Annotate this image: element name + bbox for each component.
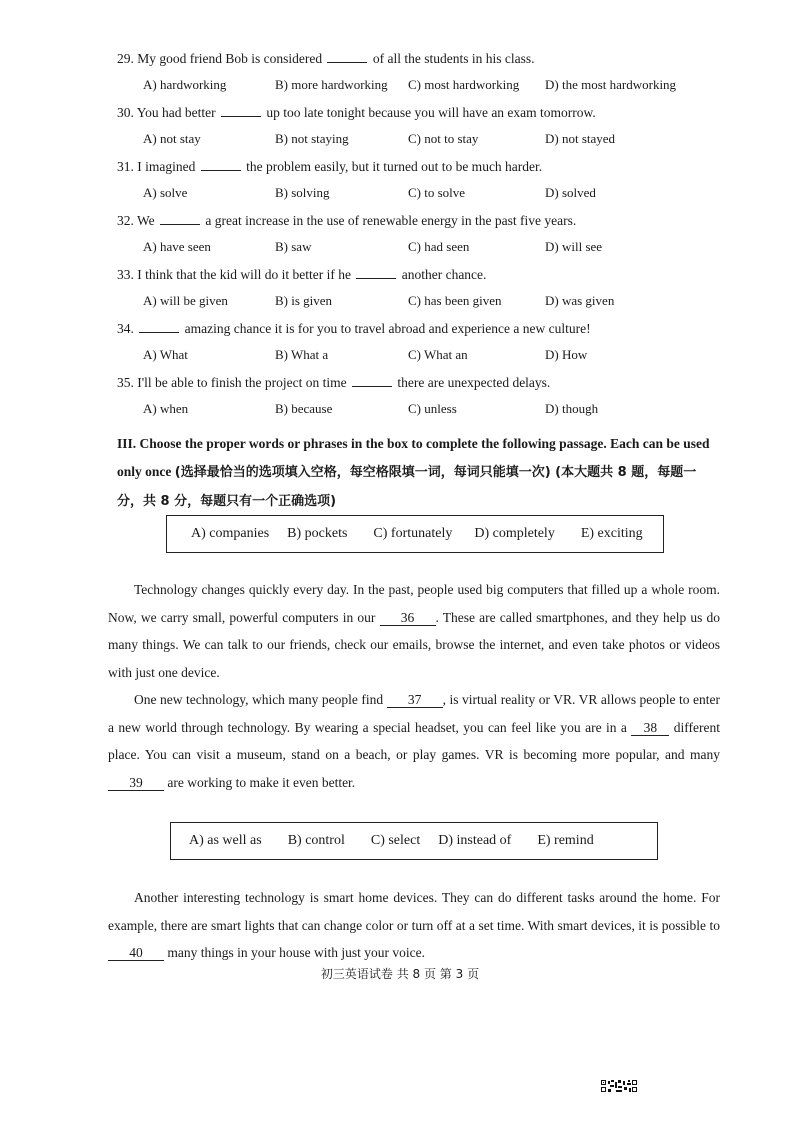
option-a: A) will be given (143, 293, 228, 308)
option-c: C) had seen (408, 239, 470, 254)
option-d: D) not stayed (545, 131, 616, 146)
word-option: E) remind (537, 833, 594, 848)
passage-paragraph-1: Technology changes quickly every day. In the past, people used big computers that filled up a whole room. Now, we carry small, powerful computers in our 36 . These are called smartphones, and they help us do many things. We can talk to our friends, check our emails, browse the internet, and even take photos or videos with just one device. (108, 582, 720, 680)
word-option: C) fortunately (373, 526, 453, 541)
word-option: D) completely (474, 526, 555, 541)
question-34 (117, 320, 591, 337)
option-d: D) will see (545, 239, 603, 254)
question-number: 33. (117, 267, 134, 282)
question-stem: You had better (136, 105, 216, 120)
blank-40: 40 (108, 946, 164, 961)
blank-37: 37 (387, 693, 443, 708)
answer-blank (221, 104, 261, 117)
section-title-chinese: (选择最恰当的选项填入空格，每空格限填一词，每词只能填一次) (本大题共 8 题，每题一分，共 8 分，每题只有一个正确选项) (117, 465, 697, 509)
word-option: C) select (370, 833, 421, 848)
question-stem: the problem easily, but it turned out to be much harder. (246, 159, 543, 174)
question-stem: We (137, 213, 155, 228)
word-box-2 (170, 822, 658, 860)
option-c: C) to solve (408, 185, 466, 200)
option-d: D) solved (545, 185, 596, 200)
answer-blank (160, 212, 200, 225)
word-option: B) control (287, 833, 345, 848)
question-33 (117, 266, 486, 283)
section-3-instructions (117, 430, 717, 516)
option-b: B) because (275, 401, 333, 416)
option-c: C) What an (408, 347, 468, 362)
blank-36: 36 (380, 611, 436, 626)
option-c: C) has been given (408, 293, 502, 308)
option-b: B) more hardworking (275, 77, 388, 92)
word-option: B) pockets (287, 526, 348, 541)
question-stem: amazing chance it is for you to travel abroad and experience a new culture! (184, 321, 591, 336)
option-a: A) solve (143, 185, 188, 200)
option-a: A) when (143, 401, 189, 416)
question-stem: up too late tonight because you will have an exam tomorrow. (266, 105, 596, 120)
passage-paragraph-2: One new technology, which many people find 37 , is virtual reality or VR. VR allows people to enter a new world through technology. By wearing a special headset, you can feel like you are in a 38 different place. You can visit a museum, stand on a beach, or play games. VR is becoming more popular, and many 39 are working to make it even better. (108, 692, 721, 790)
question-stem: I'll be able to finish the project on time (137, 375, 347, 390)
question-35 (117, 374, 550, 391)
word-option: D) instead of (438, 833, 512, 848)
blank-39: 39 (108, 776, 164, 791)
question-30 (117, 104, 596, 121)
question-32 (117, 212, 576, 229)
option-b: B) saw (275, 239, 312, 254)
option-c: C) unless (408, 401, 457, 416)
question-number: 32. (117, 213, 134, 228)
word-option: A) as well as (189, 833, 262, 848)
answer-blank (139, 320, 179, 333)
question-29 (117, 50, 534, 67)
question-stem: there are unexpected delays. (397, 375, 551, 390)
option-b: B) solving (275, 185, 330, 200)
option-a: A) have seen (143, 239, 211, 254)
option-c: C) most hardworking (408, 77, 520, 92)
blank-38: 38 (631, 721, 669, 736)
question-number: 30. (117, 105, 134, 120)
answer-blank (327, 50, 367, 63)
question-number: 34. (117, 321, 134, 336)
option-d: D) How (545, 347, 588, 362)
word-box-1 (166, 515, 664, 553)
question-stem: of all the students in his class. (372, 51, 535, 66)
section-title-english: III. Choose the proper words or phrases in the box to complete the following passage. Each can be used only once (117, 436, 710, 479)
option-a: A) What (143, 347, 188, 362)
question-31 (117, 158, 542, 175)
answer-blank (201, 158, 241, 171)
question-number: 29. (117, 51, 134, 66)
answer-blank (356, 266, 396, 279)
option-d: D) was given (545, 293, 615, 308)
option-c: C) not to stay (408, 131, 479, 146)
question-number: 31. (117, 159, 134, 174)
question-stem: My good friend Bob is considered (137, 51, 323, 66)
question-stem: I think that the kid will do it better if he (137, 267, 351, 282)
question-stem: a great increase in the use of renewable energy in the past five years. (205, 213, 577, 228)
option-a: A) not stay (143, 131, 201, 146)
option-d: D) though (545, 401, 599, 416)
option-b: B) What a (275, 347, 329, 362)
option-d: D) the most hardworking (545, 77, 677, 92)
word-option: A) companies (191, 526, 270, 541)
qr-code-icon (601, 1080, 637, 1092)
question-number: 35. (117, 375, 134, 390)
question-stem: I imagined (137, 159, 196, 174)
word-option: E) exciting (580, 526, 643, 541)
option-b: B) not staying (275, 131, 349, 146)
question-stem: another chance. (401, 267, 487, 282)
answer-blank (352, 374, 392, 387)
passage-paragraph-3: Another interesting technology is smart home devices. They can do different tasks around the home. For example, there are smart lights that can change color or turn off at a set time. With smart devices, it is possible to 40 many things in your house with just your voice. (108, 890, 720, 960)
option-b: B) is given (275, 293, 333, 308)
page-footer: 初三英语试卷 共 8 页 第 3 页 (320, 967, 480, 981)
option-a: A) hardworking (143, 77, 227, 92)
